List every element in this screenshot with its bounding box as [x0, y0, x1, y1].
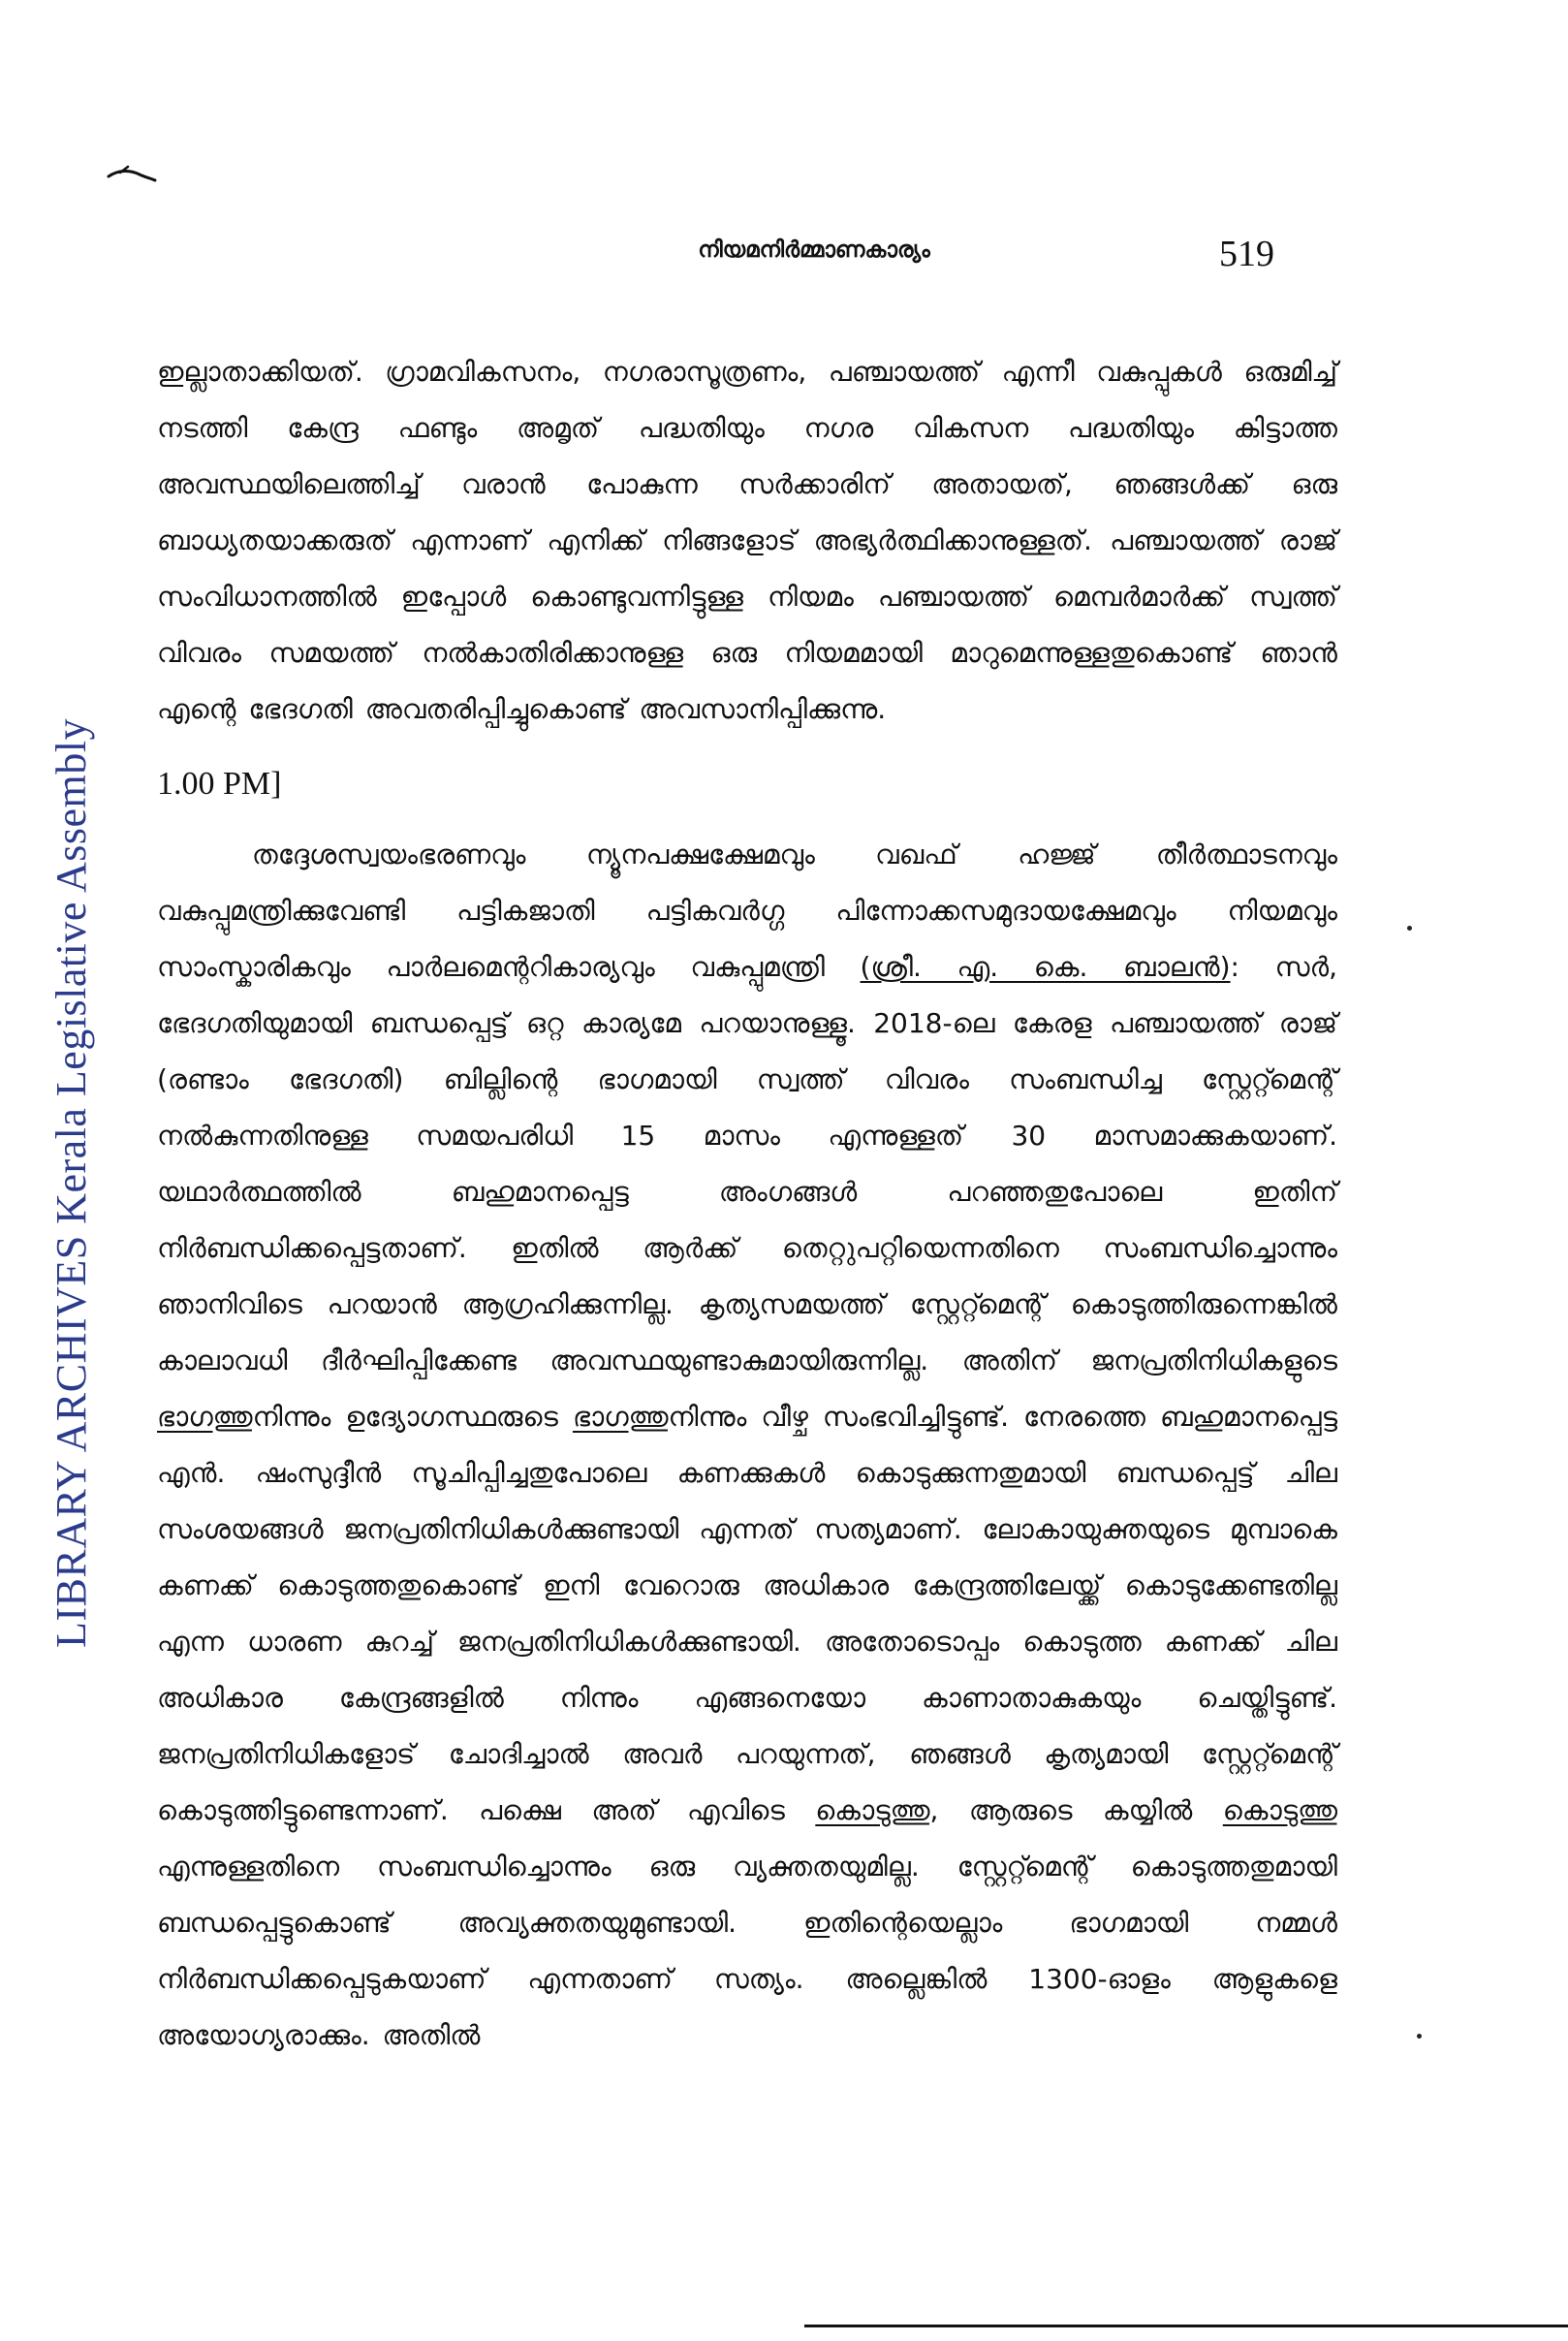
page-number: 519 [1219, 234, 1274, 274]
paragraph-1: ഇല്ലാതാക്കിയത്. ഗ്രാമവികസനം, നഗരാസൂത്രണം, പഞ്ചായത്ത് എന്നീ വകുപ്പുകൾ ഒരുമിച്ച് നടത്തി കേന്ദ്ര ഫണ്ടും അമൃത് പദ്ധതിയും നഗര വികസന പദ്ധതിയും കിട്ടാത്ത അവസ്ഥയിലെത്തിച്ച് വരാൻ പോകുന്ന സർക്കാരിന് അതായത്, ഞങ്ങൾക്ക് ഒരു ബാധ്യതയാക്കരുത് എന്നാണ് എനിക്ക് നിങ്ങളോട് അഭ്യർത്ഥിക്കാനുള്ളത്. പഞ്ചായത്ത് രാജ് സംവിധാനത്തിൽ ഇപ്പോൾ കൊണ്ടുവന്നിട്ടുള്ള നിയമം പഞ്ചായത്ത് മെമ്പർമാർക്ക് സ്വത്ത് വിവരം സമയത്ത് നൽകാതിരിക്കാനുള്ള ഒരു നിയമമായി മാറുമെന്നുള്ളതുകൊണ്ട് ഞാൻ എന്റെ ഭേദഗതി അവതരിപ്പിച്ചുകൊണ്ട് അവസാനിപ്പിക്കുന്നു. [157, 356, 1337, 725]
speech-text-5: എന്നുള്ളതിനെ സംബന്ധിച്ചൊന്നും ഒരു വ്യക്തതയുമില്ല. സ്റ്റേറ്റ്മെന്റ് കൊടുത്തതുമായി ബന്ധപ്പെട്ടുകൊണ്ട് അവ്യക്തതയുമുണ്ടായി. ഇതിന്റെയെല്ലാം ഭാഗമായി നമ്മൾ നിർബന്ധിക്കപ്പെടുകയാണ് എന്നതാണ് സത്യം. അല്ലെങ്കിൽ 1300-ഓളം ആളുകളെ അയോഗ്യരാക്കും. അതിൽ [157, 1851, 1337, 2051]
underlined-word: ഭാഗത്തു [157, 1401, 253, 1433]
bottom-rule [804, 2325, 1568, 2327]
page-content [157, 344, 1337, 2064]
underlined-word: ഭാഗത്തു [572, 1401, 669, 1433]
underlined-word: കൊടുത്തു [815, 1794, 930, 1826]
scan-speck [1417, 2034, 1422, 2039]
underlined-word: കൊടുത്തു [1222, 1794, 1337, 1826]
time-stamp: 1.00 PM] [157, 766, 282, 802]
speech-text-1: : സർ, ഭേദഗതിയുമായി ബന്ധപ്പെട്ട് ഒറ്റ കാര്യമേ പറയാനുള്ളൂ. 2018-ലെ കേരള പഞ്ചായത്ത് രാജ് (രണ്ടാം ഭേദഗതി) ബില്ലിന്റെ ഭാഗമായി സ്വത്ത് വിവരം സംബന്ധിച്ച സ്റ്റേറ്റ്മെന്റ് നൽകുന്നതിനുള്ള സമയപരിധി 15 മാസം എന്നുള്ളത് 30 മാസമാക്കുകയാണ്. യഥാർത്ഥത്തിൽ ബഹുമാനപ്പെട്ട അംഗങ്ങൾ പറഞ്ഞതുപോലെ ഇതിന് നിർബന്ധിക്കപ്പെട്ടതാണ്. ഇതിൽ ആർക്ക് തെറ്റുപറ്റിയെന്നതിനെ സംബന്ധിച്ചൊന്നും ഞാനിവിടെ പറയാൻ ആഗ്രഹിക്കുന്നില്ല. കൃത്യസമയത്ത് സ്റ്റേറ്റ്മെന്റ് കൊടുത്തിരുന്നെങ്കിൽ കാലാവധി ദീർഘിപ്പിക്കേണ്ട അവസ്ഥയുണ്ടാകുമായിരുന്നില്ല. അതിന് ജനപ്രതിനിധികളുടെ [157, 951, 1337, 1376]
scan-speck [1407, 926, 1412, 931]
speaker-name: (ശ്രീ. എ. കെ. ബാലൻ) [860, 951, 1231, 983]
archive-stamp-text: LIBRARY ARCHIVES Kerala Legislative Assembly [47, 717, 95, 1648]
paragraph-2 [157, 827, 1337, 2064]
speech-text-2: നിന്നും ഉദ്യോഗസ്ഥരുടെ [252, 1401, 573, 1433]
pen-mark-icon [107, 163, 157, 186]
library-archive-stamp [17, 659, 124, 1706]
running-head: നിയമനിർമ്മാണകാര്യം [698, 237, 930, 263]
speaker-portfolio: തദ്ദേശസ്വയംഭരണവും ന്യൂനപക്ഷക്ഷേമവും വഖഫ് ഹജ്ജ് തീർത്ഥാടനവും വകുപ്പുമന്ത്രിക്കുവേണ്ടി പട്ടികജാതി പട്ടികവർഗ്ഗ പിന്നോക്കസമുദായക്ഷേമവും നിയമവും സാംസ്കാരികവും പാർലമെന്ററികാര്യവും വകുപ്പുമന്ത്രി [157, 838, 1337, 983]
speech-text-3: നിന്നും വീഴ്ച സംഭവിച്ചിട്ടുണ്ട്. നേരത്തെ ബഹുമാനപ്പെട്ട എൻ. ഷംസുദ്ദീൻ സൂചിപ്പിച്ചതുപോലെ കണക്കുകൾ കൊടുക്കുന്നതുമായി ബന്ധപ്പെട്ട് ചില സംശയങ്ങൾ ജനപ്രതിനിധികൾക്കുണ്ടായി എന്നത് സത്യമാണ്. ലോകായുക്തയുടെ മുമ്പാകെ കണക്ക് കൊടുത്തതുകൊണ്ട് ഇനി വേറൊരു അധികാര കേന്ദ്രത്തിലേയ്ക്ക് കൊടുക്കേണ്ടതില്ല എന്ന ധാരണ കുറച്ച് ജനപ്രതിനിധികൾക്കുണ്ടായി. അതോടൊപ്പം കൊടുത്ത കണക്ക് ചില അധികാര കേന്ദ്രങ്ങളിൽ നിന്നും എങ്ങനെയോ കാണാതാകുകയും ചെയ്തിട്ടുണ്ട്. ജനപ്രതിനിധികളോട് ചോദിച്ചാൽ അവർ പറയുന്നത്, ഞങ്ങൾ കൃത്യമായി സ്റ്റേറ്റ്മെന്റ് കൊടുത്തിട്ടുണ്ടെന്നാണ്. പക്ഷെ അത് എവിടെ [157, 1401, 1337, 1826]
speech-text-4: , ആരുടെ കയ്യിൽ [929, 1794, 1223, 1826]
